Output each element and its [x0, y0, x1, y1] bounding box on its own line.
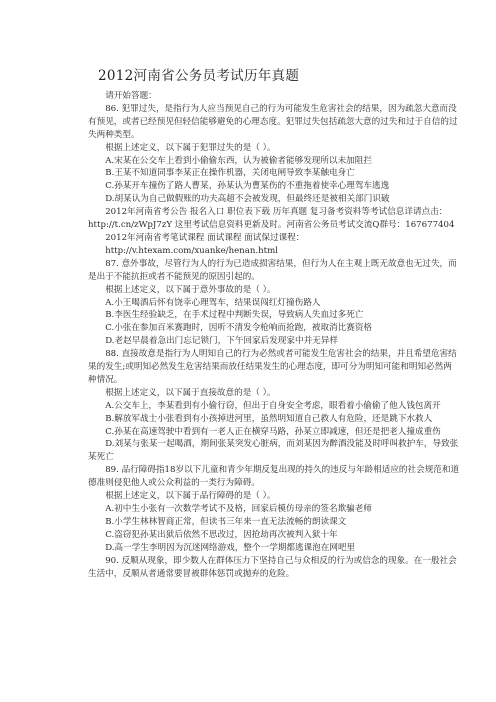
- document-paragraph: A.初中生小张有一次数学考试不及格，回家后模仿母亲的签名欺骗老师: [105, 504, 372, 514]
- document-paragraph: 90. 反顺从现象，即少数人在群体压力下坚持自己与众相反的行为或信念的现象。在一般社会生活中，反顺从者通常要冒被群体惩罚或抛弃的危险。: [88, 555, 457, 579]
- document-title: 2012河南省公务员考试历年真题: [98, 68, 300, 84]
- document-paragraph: A.小王喝酒后怀有饶幸心理驾车，结果误闯红灯撞伤路人: [105, 297, 321, 308]
- document-paragraph: B.李医生经验缺乏，在手术过程中判断失误，导致病人失血过多死亡: [105, 310, 364, 321]
- document-paragraph: 86. 犯罪过失，是指行为人应当预见自己的行为可能发生危害社会的结果，因为疏忽大意而没有预见，或者已经预见但轻信能够避免的心理态度。犯罪过失包括疏忽大意的过失和过于自信的过失两种类型。: [88, 103, 458, 140]
- document-paragraph: 请开始答题：: [105, 91, 157, 101]
- document-paragraph: D.老赵早晨着急出门忘记锁门，下午回家后发现家中并无异样: [105, 336, 338, 347]
- document-paragraph: 根据上述定义，以下属于意外事故的是（ ）。: [105, 284, 276, 295]
- document-paragraph: C.孙某在高速驾驶中看到有一老人正在横穿马路，孙某立即减速，但还是把老人撞成重伤: [105, 426, 441, 437]
- document-paragraph: 88. 直接故意是指行为人明知自己的行为必然或者可能发生危害社会的结果，并且希望危害结果的发生;或明知必然发生危害结果而放任结果发生的心理态度，即可分为明知可能和明知必然两种情况。: [88, 349, 457, 385]
- document-paragraph: D.高一学生李明因为沉迷网络游戏，整个一学期都逃课泡在网吧里: [105, 542, 356, 553]
- document-paragraph: 根据上述定义，以下属于犯罪过失的是（ ）。: [105, 142, 276, 153]
- document-paragraph: B.王某不知道同事李某正在操作机器，关闭电闸导致李某触电身亡: [105, 168, 355, 179]
- document-paragraph: D.刘某与张某一起喝酒，期间张某突发心脏病，而刘某因为醉酒没能及时呼叫救护车，导致张某死亡: [88, 439, 459, 463]
- document-paragraph: 2012年河南省考公告 报名入口 职位表下载 历年真题 复习备考资料等考试信息详请点击：http://t.cn/zWpJ7zY 这里考试信息资料更新及时。河南省公务员考试交流Q群号：167677404: [88, 207, 455, 231]
- document-paragraph: A.宋某在公交车上看到小偷偷东西，认为被偷者能够发现所以未加阻拦: [105, 155, 372, 166]
- document-paragraph: 根据上述定义，以下属于直接故意的是（ ）。: [105, 387, 276, 398]
- document-body: [88, 90, 460, 580]
- document-paragraph: A.公交车上，李某看到有小偷行窃，但出于自身安全考虑，眼看着小偷偷了他人钱包离开: [105, 400, 441, 411]
- document-paragraph: C.盗窃犯孙某出狱后依然不思改过，因抢劫再次被判入狱十年: [105, 529, 338, 540]
- document-paragraph: 89. 品行障碍指18岁以下儿童和青少年期反复出现的持久的违反与年龄相适应的社会规范和道德准则侵犯他人或公众利益的一类行为障碍。: [88, 465, 460, 489]
- document-paragraph: 87. 意外事故，尽管行为人的行为已造成损害结果，但行为人在主观上既无故意也无过失，而是出于不能抗拒或者不能预见的原因引起的。: [88, 258, 457, 282]
- document-paragraph: B.解放军战士小张看到有小孩掉进河里，虽然明知道自己救人有危险，还是跳下水救人: [105, 413, 433, 424]
- document-paragraph: http://v.htexam.com/xuanke/henan.html: [105, 245, 278, 256]
- document-paragraph: C.孙某开车撞伤了路人曹某，孙某认为曹某伤的不重拖着使幸心理驾车逃逸: [105, 181, 390, 192]
- document-paragraph: D.胡某认为自己做假账的功夫高超不会被发现，但最终还是被相关部门识破: [105, 194, 390, 205]
- document-paragraph: 根据上述定义，以下属于品行障碍的是（ ）。: [105, 491, 276, 502]
- document-paragraph: 2012年河南省考笔试课程 面试课程 面试保过课程：: [105, 232, 305, 243]
- document-paragraph: C.小张在参加百米赛跑时，因听不清发令枪响而抢跑，被取消比赛资格: [105, 323, 373, 334]
- document-paragraph: B.小学生林林智商正常，但读书三年来一直无法流畅的朗读课文: [105, 516, 347, 527]
